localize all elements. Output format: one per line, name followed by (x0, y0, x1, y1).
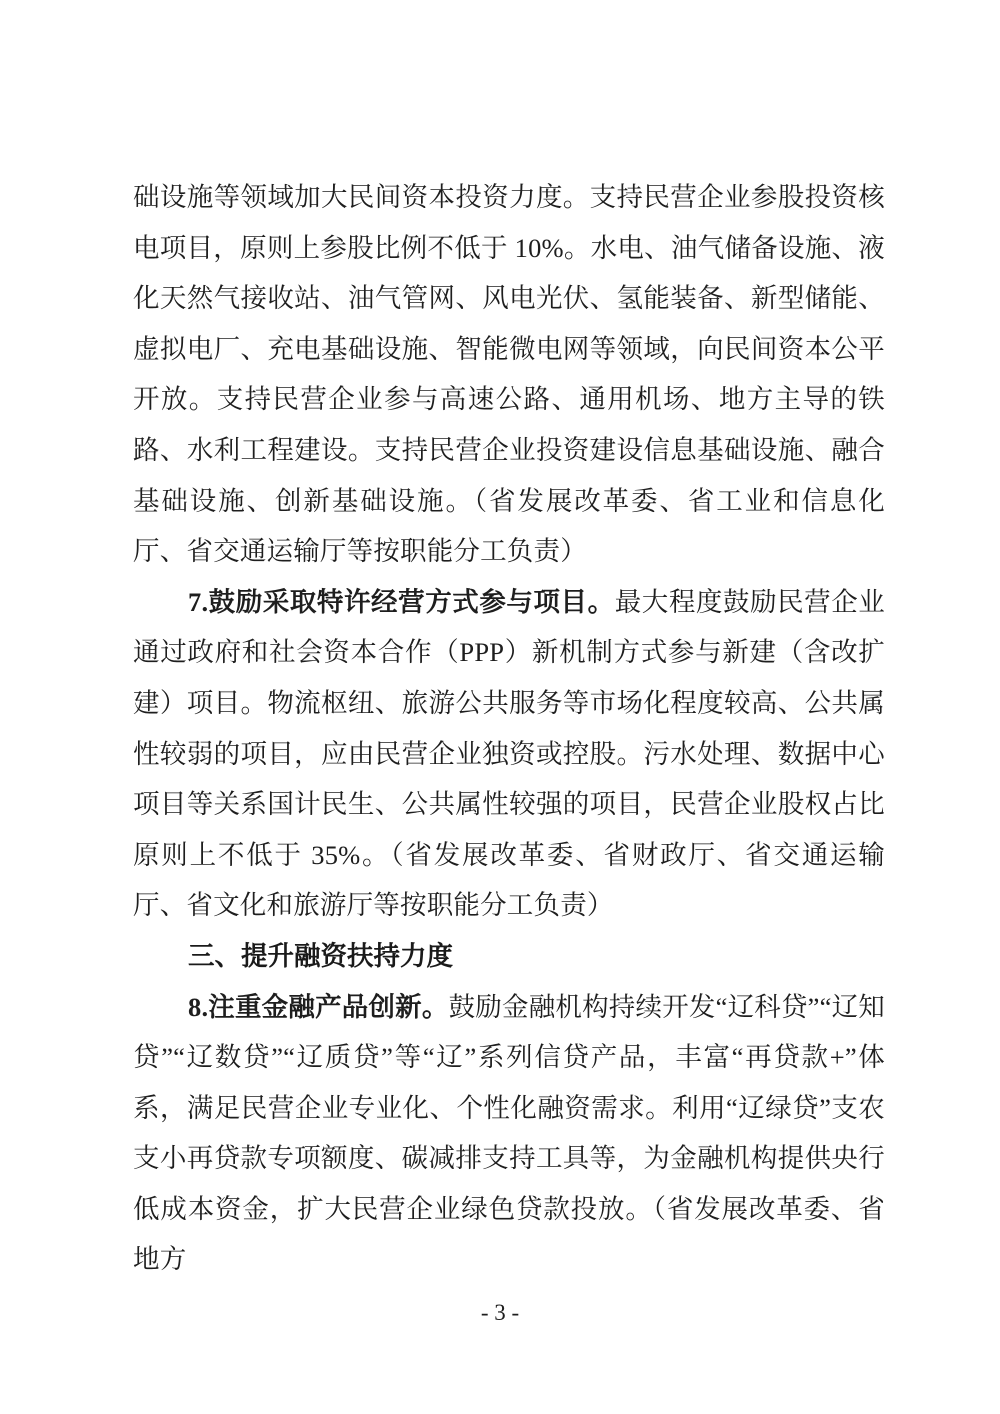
paragraph-text: 础设施等领域加大民间资本投资力度。支持民营企业参股投资核电项目，原则上参股比例不低于 10%。水电、油气储备设施、液化天然气接收站、油气管网、风电光伏、氢能装备、新型储能、虚拟电厂、充电基础设施、智能微电网等领域，向民间资本公平开放。支持民营企业参与高速公路、通用机场、地方主导的铁路、水利工程建设。支持民营企业投资建设信息基础设施、融合基础设施、创新基础设施。（省发展改革委、省工业和信息化厅、省交通运输厅等按职能分工负责） (133, 182, 885, 567)
item-7-lead-bold-text: 7.鼓励采取特许经营方式参与项目。 (188, 586, 615, 617)
paragraph-text: 鼓励金融机构持续开发“辽科贷”“辽知贷”“辽数贷”“辽质贷”等“辽”系列信贷产品，丰富“再贷款+”体系，满足民营企业专业化、个性化融资需求。利用“辽绿贷”支农支小再贷款专项额度、碳减排支持工具等，为金融机构提供央行低成本资金，扩大民营企业绿色贷款投放。（省发展改革委、省地方 (133, 991, 885, 1275)
paragraph-item-8 (133, 982, 885, 1286)
section-heading-text: 三、提升融资扶持力度 (188, 940, 453, 971)
document-body (133, 172, 885, 1285)
page-number: - 3 - (480, 1300, 520, 1325)
item-8-lead-bold-text: 8.注重金融产品创新。 (188, 991, 449, 1022)
paragraph-item-7 (133, 577, 885, 931)
paragraph-text: 最大程度鼓励民营企业通过政府和社会资本合作（PPP）新机制方式参与新建（含改扩建）项目。物流枢纽、旅游公共服务等市场化程度较高、公共属性较弱的项目，应由民营企业独资或控股。污水处理、数据中心项目等关系国计民生、公共属性较强的项目，民营企业股权占比原则上不低于 35%。（省发展改革委、省财政厅、省交通运输厅、省文化和旅游厅等按职能分工负责） (133, 586, 886, 921)
section-heading-3 (133, 931, 885, 982)
paragraph-item-6-continued (133, 172, 885, 577)
